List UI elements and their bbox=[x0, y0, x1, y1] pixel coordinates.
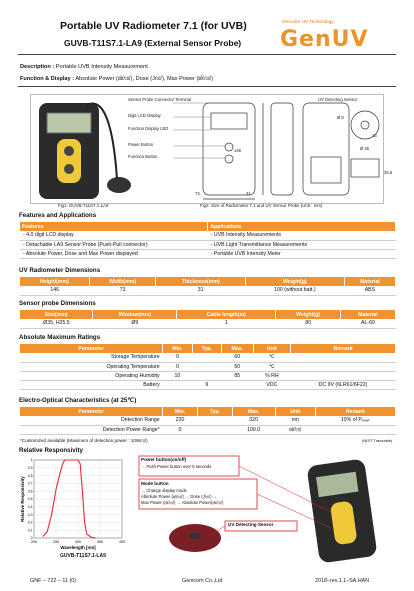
header-divider bbox=[18, 54, 396, 55]
x-tick-label: 400 bbox=[119, 540, 125, 544]
responsivity-section-title: Relative Responsivity bbox=[19, 447, 83, 454]
ratings-table: Parameter Min. Typ. Max. Unit Remark Storage Temperature 0 60 ℃ Operating Temperature 0 50 ℃ Operating Humidity 10 85 % RH Battery 9 VDC DC 9V (6LR61/6F22) bbox=[20, 344, 396, 390]
mode-callout-line3: Max Power (㎽/㎠) → Absolute Power(㎽/㎠) bbox=[141, 500, 224, 505]
features-section-title: Features and Applications bbox=[19, 212, 97, 219]
dim-13: 13 bbox=[372, 133, 377, 138]
dim-35: Ø 35 bbox=[360, 146, 370, 151]
dimensions-section-title: UV Radiometer Dimensions bbox=[19, 267, 101, 274]
table-row: Detection Range 220 320 nm 10% of Pₚₑₐₖ bbox=[20, 416, 396, 425]
device-photo-callouts bbox=[135, 452, 395, 570]
y-tick-label: 0.5 bbox=[27, 497, 33, 502]
label-power-button: Power Button bbox=[128, 142, 154, 147]
table-row: Storage Temperature 0 60 ℃ bbox=[20, 353, 396, 362]
mode-callout-line1: → Change display mode bbox=[141, 488, 187, 493]
front-view-drawing bbox=[203, 103, 263, 199]
brand-logo: GenUV bbox=[280, 27, 369, 52]
y-tick-label: 0.3 bbox=[27, 512, 33, 517]
footer-doc-code: GNF – 722 – 11 (0) bbox=[30, 578, 77, 584]
ratings-section-title: Absolute Maximum Ratings bbox=[19, 334, 101, 341]
device-drawings bbox=[31, 95, 385, 205]
label-function-led: Function Display LED bbox=[128, 126, 169, 131]
nist-note: (NIST Traceable) bbox=[362, 438, 393, 443]
function-display-line: Function & Display : Absolute Power (㎽/㎠), Dose (J/㎠), Max Power (㎽/㎠) bbox=[20, 76, 214, 82]
power-callout-text: → Push Power button over 5 seconds bbox=[141, 464, 212, 469]
customized-note: *Customized available (Maximum of detection power : 10W/㎠) bbox=[20, 438, 148, 443]
applications-header: Applications bbox=[208, 222, 396, 231]
description-line: Description : Portable UVB Intensity Measurement bbox=[20, 64, 148, 70]
dim-31: 31 bbox=[246, 191, 251, 196]
probe-section-title: Sensor probe Dimensions bbox=[19, 300, 96, 307]
power-callout-title: Power button(on/off) bbox=[141, 457, 187, 462]
footer-revision: 2018–rev.1.1–SA.HAN bbox=[315, 578, 370, 584]
table-row: Operating Humidity 10 85 % RH bbox=[20, 371, 396, 380]
y-tick-label: 1 bbox=[30, 458, 33, 463]
y-tick-label: 0.9 bbox=[27, 466, 33, 470]
y-tick-label: 0.7 bbox=[27, 481, 33, 486]
description-divider bbox=[18, 86, 396, 87]
mode-callout-line2: Absolute Power (㎽/㎠) → Dose (J/㎠) → bbox=[141, 494, 217, 499]
x-tick-label: 300 bbox=[75, 540, 81, 544]
dim-9: Ø 9 bbox=[337, 115, 344, 120]
y-tick-label: 0 bbox=[30, 536, 33, 541]
table-row: 146 73 31 100 (without batt.) ABS bbox=[20, 286, 396, 295]
footer-company: Genicom Co.,Ltd bbox=[182, 578, 223, 584]
y-tick-label: 0.4 bbox=[27, 505, 33, 509]
y-tick-label: 0.8 bbox=[27, 473, 33, 478]
table-row: Ø35, H25.5 Ø9 1 80 AL-60 bbox=[20, 319, 396, 328]
electro-table: Parameter Min. Typ. Max. Unit Remark Detection Range 220 320 nm 10% of Pₚₑₐₖ Detection Power Range* 0 100.0 ㎽/㎠ bbox=[20, 407, 396, 435]
x-tick-label: 250 bbox=[53, 540, 59, 544]
label-function-button: Function Button bbox=[128, 154, 158, 159]
leader-lines bbox=[173, 103, 225, 158]
x-axis-label: Wavelength [nm] bbox=[60, 545, 96, 550]
responsivity-chart bbox=[20, 456, 130, 556]
y-tick-label: 0.6 bbox=[27, 489, 33, 494]
label-digit-lcd: Digit LCD Display bbox=[128, 113, 161, 118]
page-subtitle: GUVB-T11S7.1-LA9 (External Sensor Probe) bbox=[64, 38, 242, 48]
table-row: - Absolute Power, Dose and Max Power displayed - Portable UVB Intensity Meter bbox=[20, 249, 396, 258]
label-sensor-probe-terminal: Sensor Probe Connector Terminal bbox=[128, 97, 192, 102]
y-tick-label: 0.2 bbox=[27, 520, 33, 525]
dim-146: 146 bbox=[234, 148, 241, 153]
y-tick-label: 0.1 bbox=[27, 528, 33, 533]
table-row: - 4.0 digit LCD display - UVB Intensity Measurements bbox=[20, 231, 396, 240]
dim-25: 25.5 bbox=[384, 170, 393, 175]
table-row: Detection Power Range* 0 100.0 ㎽/㎠ bbox=[20, 425, 396, 434]
x-tick-label: 200 bbox=[31, 540, 37, 544]
sensor-callout-title: UV Detecting Sensor bbox=[228, 522, 274, 527]
dim-73: 73 bbox=[195, 191, 200, 196]
brand-tagline: Genuine UV Technology bbox=[282, 20, 334, 25]
table-row: Battery 9 VDC DC 9V (6LR61/6F22) bbox=[20, 380, 396, 389]
probe-table: Size(mm) Window(mm) Cable length(m) Weight(g) Material Ø35, H25.5 Ø9 1 80 AL-60 bbox=[20, 310, 396, 329]
page-title: Portable UV Radiometer 7.1 (for UVB) bbox=[60, 20, 247, 32]
dimensions-table: Height(mm) Width(mm) Thickness(mm) Weight(g) Material 146 73 31 100 (without batt.) ABS bbox=[20, 277, 396, 296]
electro-section-title: Electro-Optical Characteristics (at 25℃) bbox=[19, 397, 137, 404]
table-row: - Detachable LA9 Sensor Probe (Push-Pull connector) - UVB Light Transmittance Measurements bbox=[20, 240, 396, 249]
probe-drawing bbox=[351, 111, 379, 177]
fig1-caption: Fig1. GUVB-T11S7.1-LA9 bbox=[58, 203, 109, 208]
mode-callout-title: Mode button bbox=[141, 481, 169, 486]
features-table bbox=[20, 222, 396, 259]
label-uv-sensor: UV Detecting Sensor bbox=[318, 97, 358, 102]
table-row: Operating Temperature 0 50 ℃ bbox=[20, 362, 396, 371]
chart-caption: GUVB-T11S7.1-LA9 bbox=[60, 553, 106, 559]
features-header: Features bbox=[20, 222, 208, 231]
fig2-caption: Fig2. Size of Radiometer 7.1 and UV Sensor Probe (Unit : mm) bbox=[200, 203, 323, 208]
figure-frame bbox=[30, 94, 384, 204]
device-photo bbox=[39, 103, 131, 199]
y-axis-label: Relative Responsivity bbox=[20, 476, 25, 522]
x-tick-label: 350 bbox=[97, 540, 103, 544]
